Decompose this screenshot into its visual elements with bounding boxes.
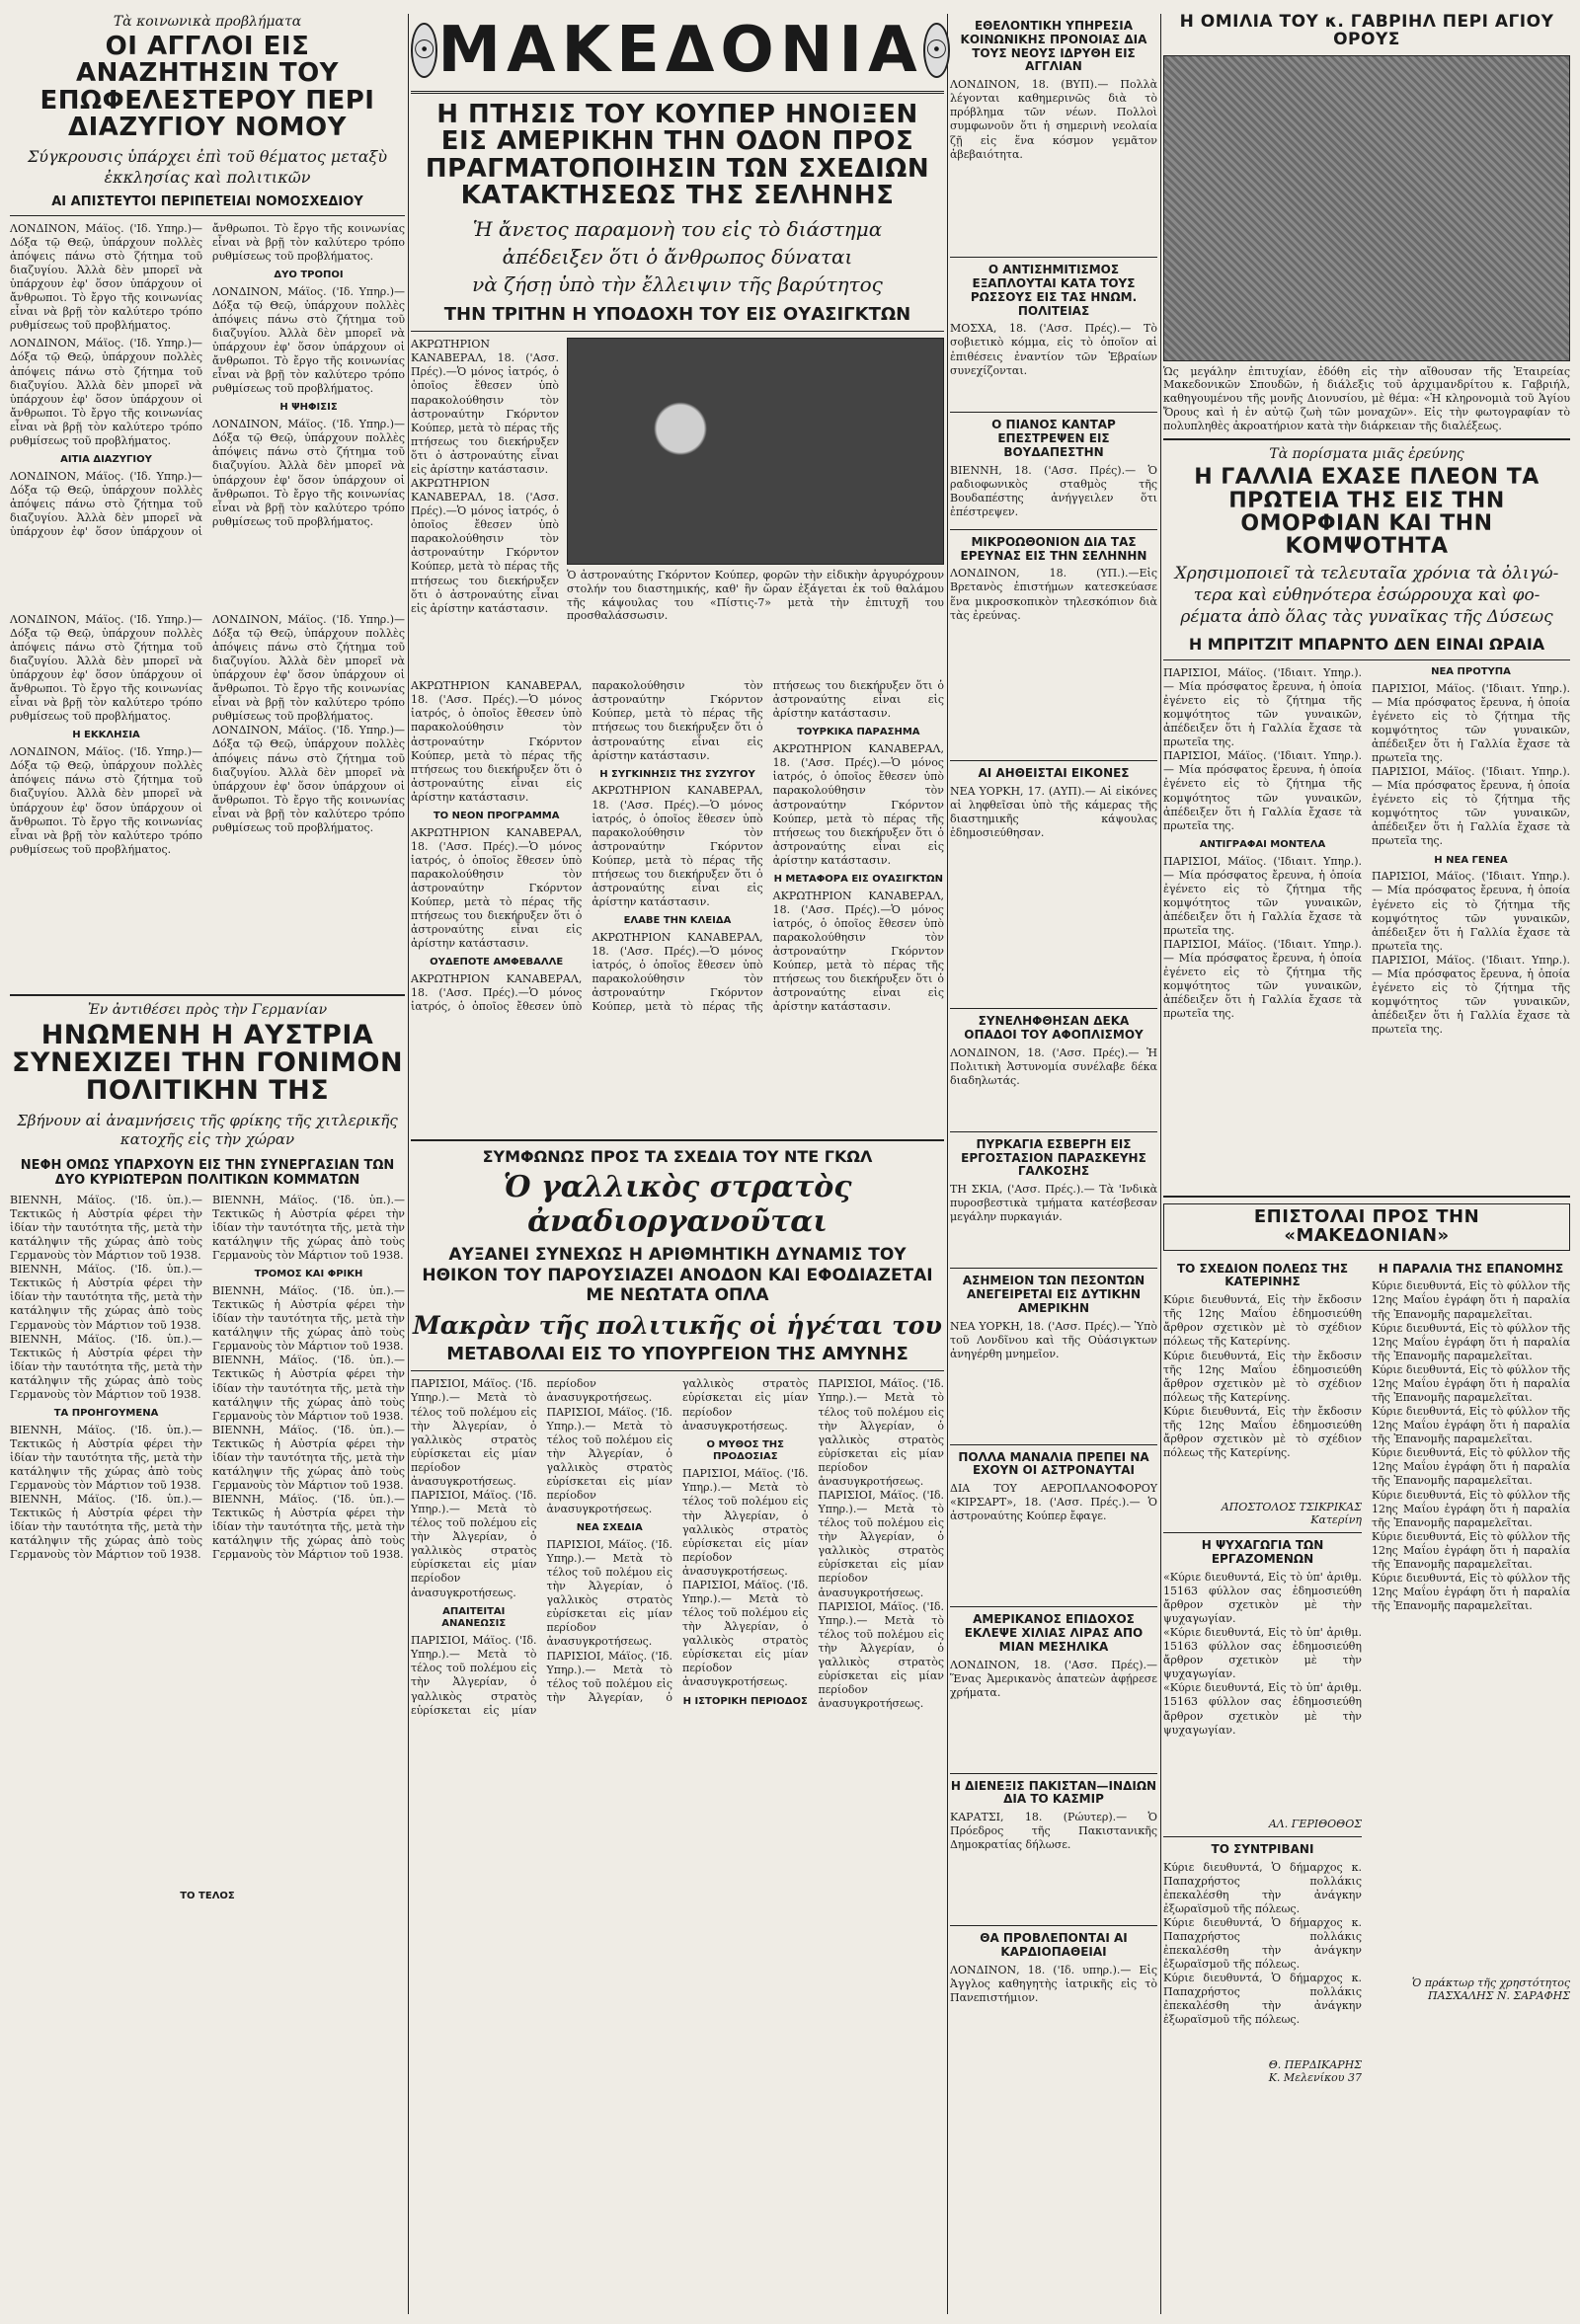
subhead-french-army: ΑΥΞΑΝΕΙ ΣΥΝΕΧΩΣ Η ΑΡΙΘΜΗΤΙΚΗ ΔΥΝΑΜΙΣ ΤΟΥ ΗΘΙΚΟΝ ΤΟΥ ΠΑΡΟΥΣΙΑΖΕΙ ΑΝΟΔΟΝ ΚΑΙ ΕΦΟΔΙΑΖΕΤΑΙ ΜΕ ΝΕΩΤΑΤΑ ΟΠΛΑ — [422, 1245, 933, 1305]
letter-text: «Κύριε διευθυντά, Εἰς τὸ ὑπ' ἀριθμ. 15163 φύλλον σας ἐδημοσιεύθη ἄρθρον σχετικὸν μὲ τὴν ψυχαγωγίαν. — [1163, 1681, 1362, 1737]
article-para: ΒΙΕΝΝΗ, Μάϊος. ('Ιδ. ὑπ.).—Τεκτικῶς ἡ Αὐστρία φέρει τὴν ἰδίαν τὴν ταυτότητα τῆς, μετὰ τὴν κατάληψιν τῆς χώρας ἀπὸ τοὺς Γερμανοὺς τὸν Μάρτιον τοῦ 1938. — [10, 1332, 202, 1401]
letter-text: Κύριε διευθυντά, Εἰς τὸ φύλλον τῆς 12ης Μαΐου ἐγράφη ὅτι ἡ παραλία τῆς Ἐπανομῆς παραμελεῖται. — [1372, 1446, 1570, 1488]
divider — [950, 257, 1157, 258]
letter-signature: Θ. ΠΕΡΔΙΚΑΡΗΣ — [1268, 2057, 1362, 2071]
section-heading: ΤΡΟΜΟΣ ΚΑΙ ΦΡΙΚΗ — [254, 1269, 363, 1280]
article-lead: ΠΑΡΙΣΙΟΙ, Μάϊος. ('Ιδιαιτ. Υπηρ.).— Μία πρόσφατος ἔρευνα, ἡ ὁποία ἐγένετο εἰς τὸ ζήτημα τῆς κομψότητος τῶν γυναικῶν, ἀπέδειξεν ὅτι ἡ Γαλλία ἔχασε τὰ πρωτεῖα της. — [1163, 665, 1362, 749]
deck-line-2: τερα καὶ εὐθηνότερα ἐσώρρουχα καὶ φο- — [1193, 584, 1540, 605]
letter-signature: ΠΑΣΧΑΛΗΣ Ν. ΣΑΡΑΦΗΣ — [1428, 1989, 1570, 2003]
article-para: ΒΙΕΝΝΗ, Μάϊος. ('Ιδ. ὑπ.).—Τεκτικῶς ἡ Αὐστρία φέρει τὴν ἰδίαν τὴν ταυτότητα τῆς, μετὰ τὴν κατάληψιν τῆς χώρας ἀπὸ τοὺς Γερμανοὺς τὸν Μάρτιον τοῦ 1938. — [212, 1193, 405, 1263]
article-austria-body — [10, 1194, 405, 1885]
article-para: ΑΚΡΩΤΗΡΙΟΝ ΚΑΝΑΒΕΡΑΛ, 18. ('Ασσ. Πρές).—Ὁ μόνος ἰατρός, ὁ ὁποῖος ἔθεσεν ὑπὸ παρακολούθησιν τὸν ἀστροναύτην Γκόρντον Κούπερ, μετὰ τὸ πέρας τῆς πτήσεως του διεκήρυξεν ὅτι ὁ ἀστροναύτης εἶναι εἰς ἀρίστην κατάστασιν. — [411, 476, 559, 615]
section-heading: Η ΣΥΓΚΙΝΗΣΙΣ ΤΗΣ ΣΥΖΥΓΟΥ — [599, 768, 755, 780]
column-center — [411, 14, 948, 2314]
brief-headline: ΑΙ ΑΗΘΕΙΣΤΑΙ ΕΙΚΟΝΕΣ — [978, 766, 1130, 781]
letters-col-left — [1163, 1257, 1362, 2086]
headline-austria: ΗΝΩΜΕΝΗ Η ΑΥΣΤΡΙΑ ΣΥΝΕΧΙΖΕΙ ΤΗΝ ΓΟΝΙΜΟΝ ΠΟΛΙΤΙΚΗΝ ΤΗΣ — [11, 1019, 404, 1107]
brief-body — [950, 1183, 1157, 1262]
article-para: ΠΑΡΙΣΙΟΙ, Μάϊος. ('Ιδιαιτ. Υπηρ.).— Μία πρόσφατος ἔρευνα, ἡ ὁποία ἐγένετο εἰς τὸ ζήτημα τῆς κομψότητος τῶν γυναικῶν, ἀπέδειξεν ὅτι ἡ Γαλλία ἔχασε τὰ πρωτεῖα της. — [1163, 854, 1362, 937]
brief-headline: ΑΣΗΜΕΙΟΝ ΤΩΝ ΠΕΣΟΝΤΩΝ ΑΝΕΓΕΙΡΕΤΑΙ ΕΙΣ ΔΥΤΙΚΗΝ ΑΜΕΡΙΚΗΝ — [962, 1274, 1146, 1315]
section-heading: Η ΕΚΚΛΗΣΙΑ — [72, 730, 140, 741]
coin-emblem-icon: ☉ — [923, 23, 950, 78]
article-para: ΛΟΝΔΙΝΟΝ, Μάϊος. ('Ιδ. Υπηρ.)— Δόξα τῷ Θεῷ, ὑπάρχουν πολλὲς ἀπόψεις πάνω στὸ ζήτημα τοῦ διαζυγίου. Ἀλλὰ δὲν μπορεῖ νὰ ὑπάρχουν ἐφ' ὅσον ὑπάρχουν οἱ ἄνθρωποι. Τὸ ἔργο τῆς κοινωνίας εἶναι νὰ βρῇ τὸν καλύτερο τρόπο ρυθμίσεως τοῦ προβλήματος. — [212, 418, 405, 528]
brief-headline: Ο ΠΙΑΝΟΣ ΚΑΝΤΑΡ ΕΠΕΣΤΡΕΨΕΝ ΕΙΣ ΒΟΥΔΑΠΕΣΤΗΝ — [991, 418, 1116, 459]
article-para: ΠΑΡΙΣΙΟΙ, Μάϊος. ('Ιδ. Υπηρ.).— Μετὰ τὸ τέλος τοῦ πολέμου εἰς τὴν Ἀλγερίαν, ὁ γαλλικὸς στρατὸς εὑρίσκεται εἰς μίαν περίοδον ἀνασυγκροτήσεως. — [546, 1537, 672, 1649]
letter-text: Κύριε διευθυντά, Εἰς τὸ φύλλον τῆς 12ης Μαΐου ἐγράφη ὅτι ἡ παραλία τῆς Ἐπανομῆς παραμελεῖται. — [1372, 1321, 1570, 1362]
section-heading: ΤΑ ΠΡΟΗΓΟΥΜΕΝΑ — [53, 1407, 159, 1419]
section-heading: ΝΕΑ ΠΡΟΤΥΠΑ — [1431, 665, 1511, 677]
article-para: ΒΙΕΝΝΗ, Μάϊος. ('Ιδ. ὑπ.).—Τεκτικῶς ἡ Αὐστρία φέρει τὴν ἰδίαν τὴν ταυτότητα τῆς, μετὰ τὴν κατάληψιν τῆς χώρας ἀπὸ τοὺς Γερμανοὺς τὸν Μάρτιον τοῦ 1938. — [10, 1263, 202, 1332]
subhead-bardot: Η ΜΠΡΙΤΖΙΤ ΜΠΑΡΝΤΟ ΔΕΝ ΕΙΝΑΙ ΩΡΑΙΑ — [1188, 634, 1545, 654]
divider — [411, 1139, 944, 1141]
divider — [1163, 1836, 1362, 1837]
brief-body — [950, 78, 1157, 251]
article-para: ΑΚΡΩΤΗΡΙΟΝ ΚΑΝΑΒΕΡΑΛ, 18. ('Ασσ. Πρές).—Ὁ μόνος ἰατρός, ὁ ὁποῖος ἔθεσεν ὑπὸ παρακολούθησιν τὸν ἀστροναύτην Γκόρντον Κούπερ, μετὰ τὸ πέρας τῆς πτήσεως του διεκήρυξεν ὅτι ὁ ἀστροναύτης εἶναι εἰς ἀρίστην κατάστασιν. — [772, 889, 944, 1014]
article-para: ΠΑΡΙΣΙΟΙ, Μάϊος. ('Ιδ. Υπηρ.).— Μετὰ τὸ τέλος τοῦ πολέμου εἰς τὴν Ἀλγερίαν, ὁ γαλλικὸς στρατὸς εὑρίσκεται εἰς μίαν περίοδον ἀνασυγκροτήσεως. — [411, 1488, 537, 1599]
kicker-austria: Ἐν ἀντιθέσει πρὸς τὴν Γερμανίαν — [87, 1001, 328, 1018]
kicker-france-army: ΣΥΜΦΩΝΩΣ ΠΡΟΣ ΤΑ ΣΧΕΔΙΑ ΤΟΥ ΝΤΕ ΓΚΩΛ — [482, 1147, 873, 1167]
lecture-audience-photo — [1163, 55, 1570, 361]
subhead-cooper: ΤΗΝ ΤΡΙΤΗΝ Η ΥΠΟΔΟΧΗ ΤΟΥ ΕΙΣ ΟΥΑΣΙΓΚΤΩΝ — [443, 304, 911, 326]
article-para: ΒΙΕΝΝΗ, Μάϊος. ('Ιδ. ὑπ.).—Τεκτικῶς ἡ Αὐστρία φέρει τὴν ἰδίαν τὴν ταυτότητα τῆς, μετὰ τὴν κατάληψιν τῆς χώρας ἀπὸ τοὺς Γερμανοὺς τὸν Μάρτιον τοῦ 1938. — [212, 1493, 405, 1562]
deck-line-3: νὰ ζήσῃ ὑπὸ τὴν ἔλλειψιν τῆς βαρύτητος — [472, 272, 883, 297]
article-para: ΛΟΝΔΙΝΟΝ, Μάϊος. ('Ιδ. Υπηρ.)— Δόξα τῷ Θεῷ, ὑπάρχουν πολλὲς ἀπόψεις πάνω στὸ ζήτημα τοῦ διαζυγίου. Ἀλλὰ δὲν μπορεῖ νὰ ὑπάρχουν ἐφ' ὅσον ὑπάρχουν οἱ ἄνθρωποι. Τὸ ἔργο τῆς κοινωνίας εἶναι νὰ βρῇ τὸν καλύτερο τρόπο ρυθμίσεως τοῦ προβλήματος. — [10, 221, 405, 539]
article-para: ΠΑΡΙΣΙΟΙ, Μάϊος. ('Ιδιαιτ. Υπηρ.).— Μία πρόσφατος ἔρευνα, ἡ ὁποία ἐγένετο εἰς τὸ ζήτημα τῆς κομψότητος τῶν γυναικῶν, ἀπέδειξεν ὅτι ἡ Γαλλία ἔχασε τὰ πρωτεῖα της. — [1372, 953, 1570, 1037]
section-heading: Η ΝΕΑ ΓΕΝΕΑ — [1434, 854, 1508, 866]
article-para: ΒΙΕΝΝΗ, Μάϊος. ('Ιδ. ὑπ.).—Τεκτικῶς ἡ Αὐστρία φέρει τὴν ἰδίαν τὴν ταυτότητα τῆς, μετὰ τὴν κατάληψιν τῆς χώρας ἀπὸ τοὺς Γερμανοὺς τὸν Μάρτιον τοῦ 1938. — [212, 1284, 405, 1354]
column-rule — [408, 14, 409, 2314]
letter-text: Κύριε διευθυντά, Εἰς τὴν ἔκδοσιν τῆς 12ης Μαΐου ἐδημοσιεύθη ἄρθρον σχετικὸν μὲ τὸ σχέδιον πόλεως τῆς Κατερίνης. — [1163, 1293, 1362, 1349]
article-para: ΠΑΡΙΣΙΟΙ, Μάϊος. ('Ιδ. Υπηρ.).— Μετὰ τὸ τέλος τοῦ πολέμου εἰς τὴν Ἀλγερίαν, ὁ γαλλικὸς στρατὸς εὑρίσκεται εἰς μίαν περίοδον ἀνασυγκροτήσεως. — [546, 1377, 809, 1704]
brief-headline: ΘΑ ΠΡΟΒΛΕΠΟΝΤΑΙ ΑΙ ΚΑΡΔΙΟΠΑΘΕΙΑΙ — [980, 1931, 1128, 1959]
letter-text: «Κύριε διευθυντά, Εἰς τὸ ὑπ' ἀριθμ. 15163 φύλλον σας ἐδημοσιεύθη ἄρθρον σχετικὸν μὲ τὴν ψυχαγωγίαν. — [1163, 1570, 1362, 1626]
letter-closing: Ὁ πράκτωρ τῆς χρηστότητος — [1411, 1976, 1570, 1990]
article-para: ΠΑΡΙΣΙΟΙ, Μάϊος. ('Ιδιαιτ. Υπηρ.).— Μία πρόσφατος ἔρευνα, ἡ ὁποία ἐγένετο εἰς τὸ ζήτημα τῆς κομψότητος τῶν γυναικῶν, ἀπέδειξεν ὅτι ἡ Γαλλία ἔχασε τὰ πρωτεῖα της. — [1163, 938, 1362, 1021]
letter-text: Κύριε διευθυντά, Εἰς τὸ φύλλον τῆς 12ης Μαΐου ἐγράφη ὅτι ἡ παραλία τῆς Ἐπανομῆς παραμελεῖται. — [1372, 1488, 1570, 1529]
divider — [1163, 1196, 1570, 1198]
article-para: ΛΟΝΔΙΝΟΝ, Μάϊος. ('Ιδ. Υπηρ.)— Δόξα τῷ Θεῷ, ὑπάρχουν πολλὲς ἀπόψεις πάνω στὸ ζήτημα τοῦ διαζυγίου. Ἀλλὰ δὲν μπορεῖ νὰ ὑπάρχουν ἐφ' ὅσον ὑπάρχουν οἱ ἄνθρωποι. Τὸ ἔργο τῆς κοινωνίας εἶναι νὰ βρῇ τὸν καλύτερο τρόπο ρυθμίσεως τοῦ προβλήματος. — [212, 612, 405, 724]
article-cooper-lead — [411, 338, 559, 673]
letter-place: Κ. Μελενίκου 37 — [1268, 2070, 1362, 2084]
deck-line-1: Χρησιμοποιεῖ τὰ τελευταῖα χρόνια τὰ ὀλιγώ- — [1174, 563, 1559, 583]
astronaut-photo — [567, 338, 944, 565]
headline-divorce-law: ΟΙ ΑΓΓΛΟΙ ΕΙΣ ΑΝΑΖΗΤΗΣΙΝ ΤΟΥ ΕΠΩΦΕΛΕΣΤΕΡΟΥ ΠΕΡΙ ΔΙΑΖΥΓΙΟΥ ΝΟΜΟΥ — [40, 32, 375, 142]
article-lead: ΑΚΡΩΤΗΡΙΟΝ ΚΑΝΑΒΕΡΑΛ, 18. ('Ασσ. Πρές).—Ὁ μόνος ἰατρός, ὁ ὁποῖος ἔθεσεν ὑπὸ παρακολούθησιν τὸν ἀστροναύτην Γκόρντον Κούπερ, μετὰ τὸ πέρας τῆς πτήσεως του διεκήρυξεν ὅτι ὁ ἀστροναύτης εἶναι εἰς ἀρίστην κατάστασιν. — [411, 338, 559, 476]
brief-text: ΛΟΝΔΙΝΟΝ, 18. (ΒΥΠ).— Πολλὰ λέγονται καθημερινῶς διὰ τὸ πρόβλημα τῶν νέων. Πολλοὶ συμφωνοῦν ὅτι ἡ σημερινὴ νεολαία ζῇ εἰς ἕνα κόσμον γεμᾶτον ἀβεβαιότητα. — [950, 78, 1157, 161]
article-lead: ΠΑΡΙΣΙΟΙ, Μάϊος. ('Ιδ. Υπηρ.).— Μετὰ τὸ τέλος τοῦ πολέμου εἰς τὴν Ἀλγερίαν, ὁ γαλλικὸς στρατὸς εὑρίσκεται εἰς μίαν περίοδον ἀνασυγκροτήσεως. — [411, 1377, 537, 1488]
letters-col-right — [1372, 1257, 1570, 2086]
divider — [950, 1131, 1157, 1132]
brief-headline: ΑΜΕΡΙΚΑΝΟΣ ΕΠΙΔΟΧΟΣ ΕΚΛΕΨΕ ΧΙΛΙΑΣ ΛΙΡΑΣ ΑΠΟ ΜΙΑΝ ΜΕΣΗΛΙΚΑ — [964, 1612, 1144, 1654]
section-heading: ΔΥΟ ΤΡΟΠΟΙ — [274, 270, 344, 281]
deck-austria: Σβήνουν αἱ ἀναμνήσεις τῆς φρίκης τῆς χιτλερικῆς κατοχῆς εἰς τὴν χώραν — [17, 1111, 398, 1149]
divider — [950, 412, 1157, 413]
divider — [1163, 438, 1570, 440]
brief-body — [950, 1659, 1157, 1767]
article-french-army-body — [411, 1377, 944, 2098]
brief-headline: ΕΘΕΛΟΝΤΙΚΗ ΥΠΗΡΕΣΙΑ ΚΟΙΝΩΝΙΚΗΣ ΠΡΟΝΟΙΑΣ ΔΙΑ ΤΟΥΣ ΝΕΟΥΣ ΙΔΡΥΘΗ ΕΙΣ ΑΓΓΛΙΑΝ — [960, 19, 1147, 74]
section-heading: ΟΥΔΕΠΟΤΕ ΑΜΦΕΒΑΛΛΕ — [430, 957, 564, 968]
brief-text: ΔΙΑ ΤΟΥ ΑΕΡΟΠΛΑΝΟΦΟΡΟΥ «ΚΙΡΣΑΡΤ», 18. ('Ασσ. Πρές.).— Ὁ ἀστροναύτης Κούπερ ἔφαγε. — [950, 1482, 1157, 1523]
article-france-beauty-body — [1163, 666, 1570, 1190]
article-para: ΠΑΡΙΣΙΟΙ, Μάϊος. ('Ιδ. Υπηρ.).— Μετὰ τὸ τέλος τοῦ πολέμου εἰς τὴν Ἀλγερίαν, ὁ γαλλικὸς στρατὸς εὑρίσκεται εἰς μίαν περίοδον ἀνασυγκροτήσεως. — [682, 1467, 809, 1578]
article-para: ΑΚΡΩΤΗΡΙΟΝ ΚΑΝΑΒΕΡΑΛ, 18. ('Ασσ. Πρές).—Ὁ μόνος ἰατρός, ὁ ὁποῖος ἔθεσεν ὑπὸ παρακολούθησιν τὸν ἀστροναύτην Γκόρντον Κούπερ, μετὰ τὸ πέρας τῆς πτήσεως του διεκήρυξεν ὅτι ὁ ἀστροναύτης εἶναι εἰς ἀρίστην κατάστασιν. — [411, 825, 583, 951]
brief-text: ΛΟΝΔΙΝΟΝ, 18. ('Ασσ. Πρές).— Ἡ Πολιτικὴ Ἀστυνομία συνέλαβε δέκα διαδηλωτάς. — [950, 1046, 1157, 1087]
headline-cooper: Η ΠΤΗΣΙΣ ΤΟΥ ΚΟΥΠΕΡ ΗΝΟΙΞΕΝ ΕΙΣ ΑΜΕΡΙΚΗΝ ΤΗΝ ΟΔΟΝ ΠΡΟΣ ΠΡΑΓΜΑΤΟΠΟΙΗΣΙΝ ΤΩΝ ΣΧΕΔΙΩΝ ΚΑΤΑΚΤΗΣΕΩΣ ΤΗΣ ΣΕΛΗΝΗΣ — [425, 100, 930, 210]
subhead: ΑΙ ΑΠΙΣΤΕΥΤΟΙ ΠΕΡΙΠΕΤΕΙΑΙ ΝΟΜΟΣΧΕΔΙΟΥ — [51, 194, 363, 209]
letter-text: Κύριε διευθυντά, Εἰς τὸ φύλλον τῆς 12ης Μαΐου ἐγράφη ὅτι ἡ παραλία τῆς Ἐπανομῆς παραμελεῖται. — [1372, 1405, 1570, 1446]
article-para: ΠΑΡΙΣΙΟΙ, Μάϊος. ('Ιδ. Υπηρ.).— Μετὰ τὸ τέλος τοῦ πολέμου εἰς τὴν Ἀλγερίαν, ὁ γαλλικὸς στρατὸς εὑρίσκεται εἰς μίαν περίοδον ἀνασυγκροτήσεως. — [546, 1405, 672, 1516]
column-briefs — [950, 14, 1157, 2314]
article-para: ΒΙΕΝΝΗ, Μάϊος. ('Ιδ. ὑπ.).—Τεκτικῶς ἡ Αὐστρία φέρει τὴν ἰδίαν τὴν ταυτότητα τῆς, μετὰ τὴν κατάληψιν τῆς χώρας ἀπὸ τοὺς Γερμανοὺς τὸν Μάρτιον τοῦ 1938. — [212, 1354, 405, 1423]
section-heading: ΑΝΤΙΓΡΑΦΑΙ ΜΟΝΤΕΛΑ — [1199, 838, 1326, 850]
article-para: ΠΑΡΙΣΙΟΙ, Μάϊος. ('Ιδιαιτ. Υπηρ.).— Μία πρόσφατος ἔρευνα, ἡ ὁποία ἐγένετο εἰς τὸ ζήτημα τῆς κομψότητος τῶν γυναικῶν, ἀπέδειξεν ὅτι ἡ Γαλλία ἔχασε τὰ πρωτεῖα της. — [1372, 870, 1570, 953]
section-heading: ΑΙΤΙΑ ΔΙΑΖΥΓΙΟΥ — [60, 454, 152, 466]
deck-line-3: ρέματα ἀπὸ ὅλας τὰς γυναῖκας τῆς Δύσεως — [1180, 606, 1553, 627]
letter-text: Κύριε διευθυντά, Εἰς τὴν ἔκδοσιν τῆς 12ης Μαΐου ἐδημοσιεύθη ἄρθρον σχετικὸν μὲ τὸ σχέδιον πόλεως τῆς Κατερίνης. — [1163, 1404, 1362, 1460]
deck-line-2: ἀπέδειξεν ὅτι ὁ ἄνθρωπος δύναται — [502, 245, 853, 270]
photo-caption: Ὡς μεγάλην ἐπιτυχίαν, ἐδόθη εἰς τὴν αἴθουσαν τῆς Ἑταιρείας Μακεδονικῶν Σπουδῶν, ἡ διάλεξις τοῦ ἀρχιμανδρίτου κ. Γαβριήλ, καθηγουμένου τῆς μονῆς Διονυσίου, μὲ θέμα: «Ἡ κληρονομιὰ τοῦ Ἁγίου Ὄρους καὶ ἡ ἐν αὐτῷ ζωὴ τῶν μοναχῶν». Εἰς τὴν φωτογραφίαν τὸ πολυπληθὲς ἀκροατήριον κατὰ τὴν διάρκειαν τῆς διαλέξεως. — [1163, 364, 1570, 432]
divider — [1163, 1532, 1362, 1533]
letter-text: Κύριε διευθυντά, Ὁ δήμαρχος κ. Παπαχρήστος πολλάκις ἐπεκαλέσθη τὴν ἀνάγκην ἐξωραϊσμοῦ τῆς πόλεως. — [1163, 1972, 1362, 2027]
headline-defense-ministry: ΜΕΤΑΒΟΛΑΙ ΕΙΣ ΤΟ ΥΠΟΥΡΓΕΙΟΝ ΤΗΣ ΑΜΥΝΗΣ — [446, 1344, 908, 1365]
brief-headline: ΠΟΛΛΑ ΜΑΝΑΛΙΑ ΠΡΕΠΕΙ ΝΑ ΕΧΟΥΝ ΟΙ ΑΣΤΡΟΝΑΥΤΑΙ — [958, 1449, 1149, 1478]
letter-headline: ΤΟ ΣΥΝΤΡΙΒΑΝΙ — [1211, 1841, 1314, 1856]
brief-text: ΛΟΝΔΙΝΟΝ, 18. ('Ιδ. υπηρ.).— Εἰς Ἀγγλος καθηγητὴς ἰατρικῆς εἰς τὸ Πανεπιστήμιον. — [950, 1963, 1157, 2004]
column-right — [1163, 14, 1570, 2314]
brief-text: ΜΟΣΧΑ, 18. ('Ασσ. Πρές).— Τὸ σοβιετικὸ κόμμα, εἰς τὸ ὁποῖον αἱ ἐπιθέσεις ἐναντίον τῶν Ἑβραίων συνεχίζονται. — [950, 322, 1157, 377]
article-para: ΠΑΡΙΣΙΟΙ, Μάϊος. ('Ιδ. Υπηρ.).— Μετὰ τὸ τέλος τοῦ πολέμου εἰς τὴν Ἀλγερίαν, ὁ γαλλικὸς στρατὸς εὑρίσκεται εἰς μίαν περίοδον ἀνασυγκροτήσεως. — [682, 1578, 809, 1689]
brief-headline: Ο ΑΝΤΙΣΗΜΙΤΙΣΜΟΣ ΕΞΑΠΛΟΥΤΑΙ ΚΑΤΑ ΤΟΥΣ ΡΩΣΣΟΥΣ ΕΙΣ ΤΑΣ ΗΝΩΜ. ΠΟΛΙΤΕΙΑΣ — [970, 263, 1138, 318]
column-rule — [1160, 14, 1161, 2314]
brief-body — [950, 1964, 1157, 2181]
brief-body — [950, 1811, 1157, 1919]
letter-text: Κύριε διευθυντά, Εἰς τὴν ἔκδοσιν τῆς 12ης Μαΐου ἐδημοσιεύθη ἄρθρον σχετικὸν μὲ τὸ σχέδιον πόλεως τῆς Κατερίνης. — [1163, 1349, 1362, 1404]
brief-body — [950, 1320, 1157, 1438]
article-lead-cont: ΛΟΝΔΙΝΟΝ, Μάϊος. ('Ιδ. Υπηρ.)— Δόξα τῷ Θεῷ, ὑπάρχουν πολλὲς ἀπόψεις πάνω στὸ ζήτημα τοῦ διαζυγίου. Ἀλλὰ δὲν μπορεῖ νὰ ὑπάρχουν ἐφ' ὅσον ὑπάρχουν οἱ ἄνθρωποι. Τὸ ἔργο τῆς κοινωνίας εἶναι νὰ βρῇ τὸν καλύτερο τρόπο ρυθμίσεως τοῦ προβλήματος. — [10, 337, 202, 447]
brief-body — [950, 1482, 1157, 1600]
brief-text: ΛΟΝΔΙΝΟΝ, 18. (ΥΠ.).—Εἰς Βρετανὸς ἐπιστήμων κατεσκεύασε ἕνα μικροσκοπικὸν τηλεσκόπιον διὰ τὰς ἐρεύνας. — [950, 567, 1157, 622]
divider — [950, 529, 1157, 530]
article-body-2 — [10, 613, 405, 988]
masthead — [411, 14, 948, 94]
divider — [950, 760, 1157, 761]
article-para: ΛΟΝΔΙΝΟΝ, Μάϊος. ('Ιδ. Υπηρ.)— Δόξα τῷ Θεῷ, ὑπάρχουν πολλὲς ἀπόψεις πάνω στὸ ζήτημα τοῦ διαζυγίου. Ἀλλὰ δὲν μπορεῖ νὰ ὑπάρχουν ἐφ' ὅσον ὑπάρχουν οἱ ἄνθρωποι. Τὸ ἔργο τῆς κοινωνίας εἶναι νὰ βρῇ τὸν καλύτερο τρόπο ρυθμίσεως τοῦ προβλήματος. — [212, 724, 405, 834]
column-left — [10, 14, 405, 2314]
article-para: ΠΑΡΙΣΙΟΙ, Μάϊος. ('Ιδιαιτ. Υπηρ.).— Μία πρόσφατος ἔρευνα, ἡ ὁποία ἐγένετο εἰς τὸ ζήτημα τῆς κομψότητος τῶν γυναικῶν, ἀπέδειξεν ὅτι ἡ Γαλλία ἔχασε τὰ πρωτεῖα της. — [1163, 749, 1362, 832]
article-para: ΑΚΡΩΤΗΡΙΟΝ ΚΑΝΑΒΕΡΑΛ, 18. ('Ασσ. Πρές).—Ὁ μόνος ἰατρός, ὁ ὁποῖος ἔθεσεν ὑπὸ παρακολούθησιν τὸν ἀστροναύτην Γκόρντον Κούπερ, μετὰ τὸ πέρας τῆς πτήσεως του διεκήρυξεν ὅτι ὁ ἀστροναύτης εἶναι εἰς ἀρίστην κατάστασιν. — [411, 679, 583, 804]
article-para: ΠΑΡΙΣΙΟΙ, Μάϊος. ('Ιδιαιτ. Υπηρ.).— Μία πρόσφατος ἔρευνα, ἡ ὁποία ἐγένετο εἰς τὸ ζήτημα τῆς κομψότητος τῶν γυναικῶν, ἀπέδειξεν ὅτι ἡ Γαλλία ἔχασε τὰ πρωτεῖα της. — [1372, 765, 1570, 848]
article-para: ΒΙΕΝΝΗ, Μάϊος. ('Ιδ. ὑπ.).—Τεκτικῶς ἡ Αὐστρία φέρει τὴν ἰδίαν τὴν ταυτότητα τῆς, μετὰ τὴν κατάληψιν τῆς χώρας ἀπὸ τοὺς Γερμανοὺς τὸν Μάρτιον τοῦ 1938. — [212, 1423, 405, 1493]
headline-gabriel: Η ΟΜΙΛΙΑ ΤΟΥ κ. ΓΑΒΡΙΗΛ ΠΕΡΙ ΑΓΙΟΥ ΟΡΟΥΣ — [1179, 12, 1554, 49]
article-para: ΛΟΝΔΙΝΟΝ, Μάϊος. ('Ιδ. Υπηρ.)— Δόξα τῷ Θεῷ, ὑπάρχουν πολλὲς ἀπόψεις πάνω στὸ ζήτημα τοῦ διαζυγίου. Ἀλλὰ δὲν μπορεῖ νὰ ὑπάρχουν ἐφ' ὅσον ὑπάρχουν οἱ ἄνθρωποι. Τὸ ἔργο τῆς κοινωνίας εἶναι νὰ βρῇ τὸν καλύτερο τρόπο ρυθμίσεως τοῦ προβλήματος. — [10, 612, 202, 724]
brief-headline: ΜΙΚΡΟΩΘΟΝΙΟΝ ΔΙΑ ΤΑΣ ΕΡΕΥΝΑΣ ΕΙΣ ΤΗΝ ΣΕΛΗΝΗΝ — [960, 534, 1147, 563]
letters-block — [1163, 1257, 1570, 2086]
subhead-austria: ΝΕΦΗ ΟΜΩΣ ΥΠΑΡΧΟΥΝ ΕΙΣ ΤΗΝ ΣΥΝΕΡΓΑΣΙΑΝ ΤΩΝ ΔΥΟ ΚΥΡΙΩΤΕΡΩΝ ΠΟΛΙΤΙΚΩΝ ΚΟΜΜΑΤΩΝ — [20, 1157, 395, 1188]
divider — [950, 1925, 1157, 1926]
brief-body — [950, 1046, 1157, 1125]
brief-body — [950, 785, 1157, 1002]
letter-signature: ΑΠΟΣΤΟΛΟΣ ΤΣΙΚΡΙΚΑΣ — [1221, 1501, 1362, 1514]
headline-france-beauty: Η ΓΑΛΛΙΑ ΕΧΑΣΕ ΠΛΕΟΝ ΤΑ ΠΡΩΤΕΙΑ ΤΗΣ ΕΙΣ ΤΗΝ ΟΜΟΡΦΙΑΝ ΚΑΙ ΤΗΝ ΚΟΜΨΟΤΗΤΑ — [1194, 465, 1540, 559]
section-heading: Η ΜΕΤΑΦΟΡΑ ΕΙΣ ΟΥΑΣΙΓΚΤΩΝ — [773, 873, 944, 885]
section-heading: ΕΛΑΒΕ ΤΗΝ ΚΛΕΙΔΑ — [623, 915, 732, 927]
letter-text: Κύριε διευθυντά, Εἰς τὸ φύλλον τῆς 12ης Μαΐου ἐγράφη ὅτι ἡ παραλία τῆς Ἐπανομῆς παραμελεῖται. — [1372, 1362, 1570, 1405]
section-heading: ΤΟΥΡΚΙΚΑ ΠΑΡΑΣΗΜΑ — [797, 727, 920, 738]
brief-headline: ΣΥΝΕΛΗΦΘΗΣΑΝ ΔΕΚΑ ΟΠΑΔΟΙ ΤΟΥ ΑΦΟΠΛΙΣΜΟΥ — [964, 1014, 1144, 1042]
letter-signature: ΑΛ. ΓΕΡΙΘΟΘΟΣ — [1268, 1817, 1362, 1830]
headline-french-army: Ὁ γαλλικὸς στρατὸς ἀναδιοργανοῦται — [503, 1170, 852, 1240]
article-para: ΑΚΡΩΤΗΡΙΟΝ ΚΑΝΑΒΕΡΑΛ, 18. ('Ασσ. Πρές).—Ὁ μόνος ἰατρός, ὁ ὁποῖος ἔθεσεν ὑπὸ παρακολούθησιν τὸν ἀστροναύτην Γκόρντον Κούπερ, μετὰ τὸ πέρας τῆς πτήσεως του διεκήρυξεν ὅτι ὁ ἀστροναύτης εἶναι εἰς ἀρίστην κατάστασιν. — [772, 742, 944, 867]
brief-text: ΒΙΕΝΝΗ, 18. ('Ασσ. Πρές).— Ὁ ραδιοφωνικὸς σταθμὸς τῆς Βουδαπέστης ἀνήγγειλεν ὅτι ἐπέστρεψεν. — [950, 463, 1157, 518]
divider — [10, 215, 405, 216]
article-para: ΑΚΡΩΤΗΡΙΟΝ ΚΑΝΑΒΕΡΑΛ, 18. ('Ασσ. Πρές).—Ὁ μόνος ἰατρός, ὁ ὁποῖος ἔθεσεν ὑπὸ παρακολούθησιν τὸν ἀστροναύτην Γκόρντον Κούπερ, μετὰ τὸ πέρας τῆς πτήσεως του διεκήρυξεν ὅτι ὁ ἀστροναύτης εἶναι εἰς ἀρίστην κατάστασιν. — [592, 784, 763, 909]
section-heading: ΤΟ ΝΕΟΝ ΠΡΟΓΡΑΜΜΑ — [433, 810, 560, 821]
article-body — [10, 222, 405, 607]
newspaper-title: ΜΑΚΕΔΟΝΙΑ — [437, 14, 923, 87]
brief-text: ΝΕΑ ΥΟΡΚΗ, 18. ('Ασσ. Πρές).— Ὑπὸ τοῦ Λονδῖνου καὶ τῆς Οὐάσιγκτων ἀνηγέρθη μνημεῖον. — [950, 1319, 1157, 1360]
divider — [411, 331, 944, 332]
brief-text: ΝΕΑ ΥΟΡΚΗ, 17. (ΑΥΠ).— Αἱ εἰκόνες αἱ ληφθεῖσαι ὑπὸ τῆς κάμερας τῆς διαστημικῆς κάψουλας ἐδημοσιεύθησαν. — [950, 785, 1157, 840]
coin-emblem-icon: ☉ — [411, 23, 437, 78]
article-lead: ΒΙΕΝΝΗ, Μάϊος. ('Ιδ. ὑπ.).—Τεκτικῶς ἡ Αὐστρία φέρει τὴν ἰδίαν τὴν ταυτότητα τῆς, μετὰ τὴν κατάληψιν τῆς χώρας ἀπὸ τοὺς Γερμανοὺς τὸν Μάρτιον τοῦ 1938. — [10, 1193, 202, 1263]
divider — [950, 1008, 1157, 1009]
brief-headline: Η ΔΙΕΝΕΞΙΣ ΠΑΚΙΣΤΑΝ—ΙΝΔΙΩΝ ΔΙΑ ΤΟ ΚΑΣΜΙΡ — [950, 1778, 1157, 1807]
letter-body — [1163, 1861, 1362, 2058]
brief-body — [950, 464, 1157, 523]
article-cooper-body — [411, 679, 944, 1133]
letters-headline: ΕΠΙΣΤΟΛΑΙ ΠΡΟΣ ΤΗΝ «ΜΑΚΕΔΟΝΙΑΝ» — [1253, 1205, 1480, 1246]
brief-body — [950, 567, 1157, 754]
divider — [950, 1773, 1157, 1774]
article-para: ΠΑΡΙΣΙΟΙ, Μάϊος. ('Ιδ. Υπηρ.).— Μετὰ τὸ τέλος τοῦ πολέμου εἰς τὴν Ἀλγερίαν, ὁ γαλλικὸς στρατὸς εὑρίσκεται εἰς μίαν περίοδον ἀνασυγκροτήσεως. — [818, 1377, 944, 1488]
photo-caption: Ὁ ἀστροναύτης Γκόρντον Κούπερ, φορῶν τὴν εἰδικὴν ἀργυρόχρουν στολήν του διαστημικής, καθ' ἣν ὥραν ἐξάγεται ἐκ τοῦ θαλάμου τῆς κάψουλας του «Πίστις-7» μετὰ τὴν ἐπιτυχῆ του προσθαλάσσωσιν. — [567, 569, 944, 623]
section-heading: Η ΙΣΤΟΡΙΚΗ ΠΕΡΙΟΔΟΣ — [682, 1695, 808, 1707]
section-heading: ΑΠΑΙΤΕΙΤΑΙ ΑΝΑΝΕΩΣΙΣ — [441, 1605, 507, 1630]
article-para: ΒΙΕΝΝΗ, Μάϊος. ('Ιδ. ὑπ.).—Τεκτικῶς ἡ Αὐστρία φέρει τὴν ἰδίαν τὴν ταυτότητα τῆς, μετὰ τὴν κατάληψιν τῆς χώρας ἀπὸ τοὺς Γερμανοὺς τὸν Μάρτιον τοῦ 1938. — [10, 1493, 202, 1562]
letter-text: Κύριε διευθυντά, Εἰς τὸ φύλλον τῆς 12ης Μαΐου ἐγράφη ὅτι ἡ παραλία τῆς Ἐπανομῆς παραμελεῖται. — [1372, 1572, 1570, 1613]
section-heading: Ο ΜΥΘΟΣ ΤΗΣ ΠΡΟΔΟΣΙΑΣ — [706, 1438, 784, 1463]
article-para: ΠΑΡΙΣΙΟΙ, Μάϊος. ('Ιδ. Υπηρ.).— Μετὰ τὸ τέλος τοῦ πολέμου εἰς τὴν Ἀλγερίαν, ὁ γαλλικὸς στρατὸς εὑρίσκεται εἰς μίαν περίοδον ἀνασυγκροτήσεως. — [411, 1377, 653, 1717]
brief-text: ΛΟΝΔΙΝΟΝ, 18. ('Ασσ. Πρές).— Ἕνας Ἀμερικανὸς ἀπατεὼν ἀφῄρεσε χρήματα. — [950, 1658, 1157, 1699]
letter-headline: Η ΨΥΧΑΓΩΓΙΑ ΤΩΝ ΕΡΓΑΖΟΜΕΝΩΝ — [1201, 1538, 1324, 1566]
letter-place: Κατερίνη — [1310, 1513, 1362, 1527]
letter-body — [1372, 1279, 1570, 1971]
divider — [950, 1268, 1157, 1269]
photo-block — [567, 338, 944, 673]
kicker: Τὰ κοινωνικὰ προβλήματα — [113, 14, 302, 30]
letter-text: Κύριε διευθυντά, Ὁ δήμαρχος κ. Παπαχρήστος πολλάκις ἐπεκαλέσθη τὴν ἀνάγκην ἐξωραϊσμοῦ τῆς πόλεως. — [1163, 1860, 1362, 1915]
article-para: ΛΟΝΔΙΝΟΝ, Μάϊος. ('Ιδ. Υπηρ.)— Δόξα τῷ Θεῷ, ὑπάρχουν πολλὲς ἀπόψεις πάνω στὸ ζήτημα τοῦ διαζυγίου. Ἀλλὰ δὲν μπορεῖ νὰ ὑπάρχουν ἐφ' ὅσον ὑπάρχουν οἱ ἄνθρωποι. Τὸ ἔργο τῆς κοινωνίας εἶναι νὰ βρῇ τὸν καλύτερο τρόπο ρυθμίσεως τοῦ προβλήματος. — [212, 284, 405, 396]
divider — [1163, 659, 1570, 660]
article-para: ΠΑΡΙΣΙΟΙ, Μάϊος. ('Ιδ. Υπηρ.).— Μετὰ τὸ τέλος τοῦ πολέμου εἰς τὴν Ἀλγερίαν, ὁ γαλλικὸς στρατὸς εὑρίσκεται εἰς μίαν περίοδον ἀνασυγκροτήσεως. — [818, 1599, 944, 1711]
divider — [950, 1606, 1157, 1607]
article-para: ΛΟΝΔΙΝΟΝ, Μάϊος. ('Ιδ. Υπηρ.)— Δόξα τῷ Θεῷ, ὑπάρχουν πολλὲς ἀπόψεις πάνω στὸ ζήτημα τοῦ διαζυγίου. Ἀλλὰ δὲν μπορεῖ νὰ ὑπάρχουν ἐφ' ὅσον ὑπάρχουν οἱ ἄνθρωποι. Τὸ ἔργο τῆς κοινωνίας εἶναι νὰ βρῇ τὸν καλύτερο τρόπο ρυθμίσεως τοῦ προβλήματος. — [10, 745, 202, 856]
column-rule — [947, 14, 948, 2314]
article-para: ΑΚΡΩΤΗΡΙΟΝ ΚΑΝΑΒΕΡΑΛ, 18. ('Ασσ. Πρές).—Ὁ μόνος ἰατρός, ὁ ὁποῖος ἔθεσεν ὑπὸ παρακολούθησιν τὸν ἀστροναύτην Γκόρντον Κούπερ, μετὰ τὸ πέρας τῆς πτήσεως του διεκήρυξεν ὅτι ὁ ἀστροναύτης εἶναι εἰς ἀρίστην κατάστασιν. — [592, 679, 944, 1014]
cooper-block — [411, 338, 944, 673]
article-para: ΒΙΕΝΝΗ, Μάϊος. ('Ιδ. ὑπ.).—Τεκτικῶς ἡ Αὐστρία φέρει τὴν ἰδίαν τὴν ταυτότητα τῆς, μετὰ τὴν κατάληψιν τῆς χώρας ἀπὸ τοὺς Γερμανοὺς τὸν Μάρτιον τοῦ 1938. — [10, 1423, 202, 1493]
article-para: ΠΑΡΙΣΙΟΙ, Μάϊος. ('Ιδιαιτ. Υπηρ.).— Μία πρόσφατος ἔρευνα, ἡ ὁποία ἐγένετο εἰς τὸ ζήτημα τῆς κομψότητος τῶν γυναικῶν, ἀπέδειξεν ὅτι ἡ Γαλλία ἔχασε τὰ πρωτεῖα της. — [1372, 681, 1570, 764]
letter-text: «Κύριε διευθυντά, Εἰς τὸ ὑπ' ἀριθμ. 15163 φύλλον σας ἐδημοσιεύθη ἄρθρον σχετικὸν μὲ τὴν ψυχαγωγίαν. — [1163, 1626, 1362, 1681]
letter-body — [1163, 1571, 1362, 1818]
deck: Σύγκρουσις ὑπάρχει ἐπὶ τοῦ θέματος μεταξὺ ἐκκλησίας καὶ πολιτικῶν — [27, 147, 388, 187]
letter-body — [1163, 1293, 1362, 1501]
letters-header-box — [1163, 1203, 1570, 1251]
section-heading-end: ΤΟ ΤΕΛΟΣ — [180, 1890, 235, 1901]
kicker-france-beauty: Τὰ πορίσματα μιᾶς ἐρεύνης — [1269, 446, 1464, 463]
divider — [950, 1444, 1157, 1445]
section-heading: ΝΕΑ ΣΧΕΔΙΑ — [576, 1522, 643, 1534]
article-para: ΠΑΡΙΣΙΟΙ, Μάϊος. ('Ιδ. Υπηρ.).— Μετὰ τὸ τέλος τοῦ πολέμου εἰς τὴν Ἀλγερίαν, ὁ γαλλικὸς στρατὸς εὑρίσκεται εἰς μίαν περίοδον ἀνασυγκροτήσεως. — [818, 1488, 944, 1599]
divider — [411, 1370, 944, 1371]
brief-text: ΤΗ ΣΚΙΑ, ('Ασσ. Πρές.).— Τὰ 'Ινδικὰ πυροσβεστικὰ τμήματα κατέσβεσαν μεγάλην πυρκαγιάν. — [950, 1183, 1157, 1224]
brief-headline: ΠΥΡΚΑΓΙΑ ΕΣΒΕΡΓΗ ΕΙΣ ΕΡΓΟΣΤΑΣΙΟΝ ΠΑΡΑΣΚΕΥΗΣ ΓΑΛΚΟΣΗΣ — [961, 1136, 1146, 1179]
brief-text: ΚΑΡΑΤΣΙ, 18. (Ρώυτερ).— Ὁ Πρόεδρος τῆς Πακιστανικῆς Δημοκρατίας δήλωσε. — [950, 1811, 1157, 1852]
article-lead: ΛΟΝΔΙΝΟΝ, Μάϊος. ('Ιδ. Υπηρ.)— Δόξα τῷ Θεῷ, ὑπάρχουν πολλὲς ἀπόψεις πάνω στὸ ζήτημα τοῦ διαζυγίου. Ἀλλὰ δὲν μπορεῖ νὰ ὑπάρχουν ἐφ' ὅσον ὑπάρχουν οἱ ἄνθρωποι. Τὸ ἔργο τῆς κοινωνίας εἶναι νὰ βρῇ τὸν καλύτερο τρόπο ρυθμίσεως τοῦ προβλήματος. — [10, 221, 202, 333]
section-heading: Η ΨΗΦΙΣΙΣ — [279, 402, 338, 414]
headline-leaders: Μακρὰν τῆς πολιτικῆς οἱ ἡγέται του — [413, 1311, 942, 1341]
article-para: ΑΚΡΩΤΗΡΙΟΝ ΚΑΝΑΒΕΡΑΛ, 18. ('Ασσ. Πρές).—Ὁ μόνος ἰατρός, ὁ ὁποῖος ἔθεσεν ὑπὸ παρακολούθησιν τὸν ἀστροναύτην Γκόρντον Κούπερ, μετὰ τὸ πέρας τῆς πτήσεως του διεκήρυξεν ὅτι ὁ ἀστροναύτης εἶναι εἰς ἀρίστην κατάστασιν. — [411, 679, 763, 1014]
letter-text: Κύριε διευθυντά, Εἰς τὸ φύλλον τῆς 12ης Μαΐου ἐγράφη ὅτι ἡ παραλία τῆς Ἐπανομῆς παραμελεῖται. — [1372, 1279, 1570, 1321]
letter-headline: ΤΟ ΣΧΕΔΙΟΝ ΠΟΛΕΩΣ ΤΗΣ ΚΑΤΕΡΙΝΗΣ — [1176, 1261, 1349, 1289]
divider — [10, 994, 405, 996]
brief-body — [950, 322, 1157, 406]
letter-headline: Η ΠΑΡΑΛΙΑ ΤΗΣ ΕΠΑΝΟΜΗΣ — [1378, 1261, 1564, 1276]
letter-text: Κύριε διευθυντά, Ὁ δήμαρχος κ. Παπαχρήστος πολλάκις ἐπεκαλέσθη τὴν ἀνάγκην ἐξωραϊσμοῦ τῆς πόλεως. — [1163, 1915, 1362, 1972]
letter-text: Κύριε διευθυντά, Εἰς τὸ φύλλον τῆς 12ης Μαΐου ἐγράφη ὅτι ἡ παραλία τῆς Ἐπανομῆς παραμελεῖται. — [1372, 1529, 1570, 1571]
deck-line-1: Ἡ ἄνετος παραμονὴ του εἰς τὸ διάστημα — [472, 217, 883, 242]
